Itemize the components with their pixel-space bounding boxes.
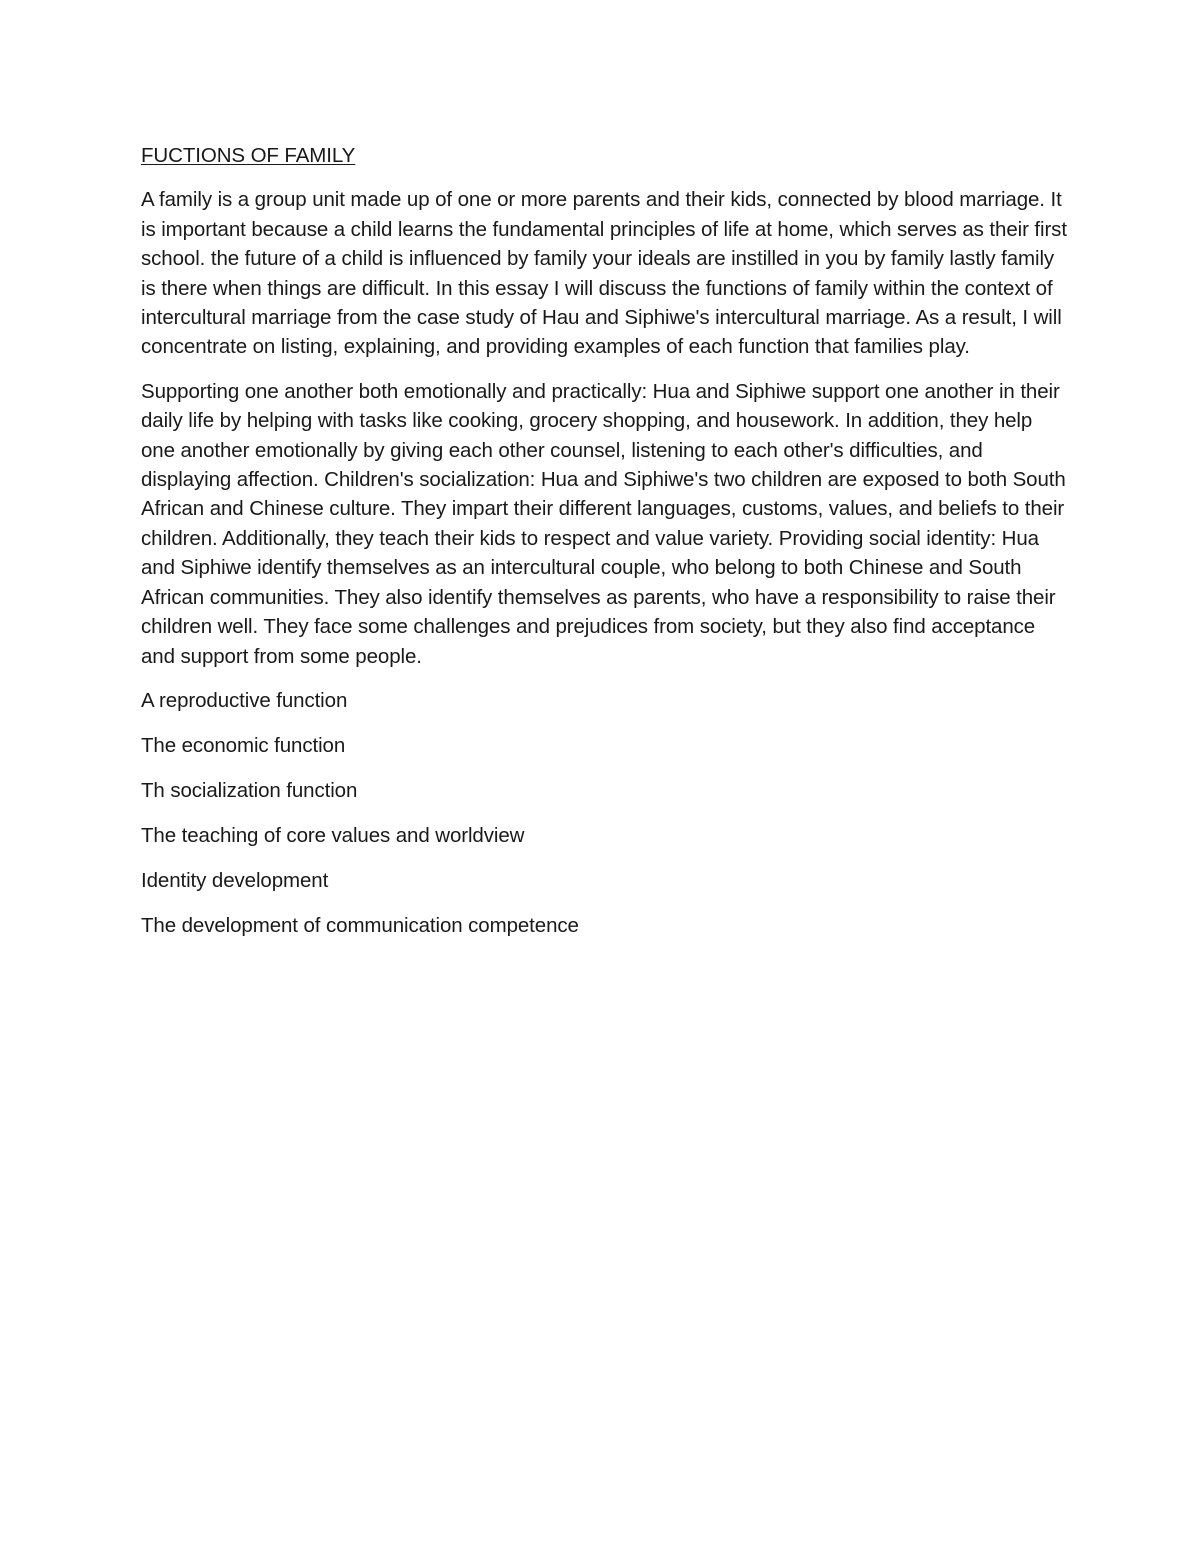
list-item: The economic function (141, 733, 346, 757)
list-item: A reproductive function (141, 688, 348, 712)
functions-list (141, 686, 1071, 940)
document-body (141, 141, 1071, 956)
list-item: Identity development (141, 868, 329, 892)
document-title: FUCTIONS OF FAMILY (141, 144, 356, 167)
support-paragraph: Supporting one another both emotionally and practically: Hua and Siphiwe support one another in their daily life by helping with tasks like cooking, grocery shopping, and housework. In addition, they help one another emotionally by giving each other counsel, listening to each other's difficulties, and displaying affection. Children's socialization: Hua and Siphiwe's two children are exposed to both South African and Chinese culture. They impart their different languages, customs, values, and beliefs to their children. Additionally, they teach their kids to respect and value variety. Providing social identity: Hua and Siphiwe identify themselves as an intercultural couple, who belong to both Chinese and South African communities. They also identify themselves as parents, who have a responsibility to raise their children well. They face some challenges and prejudices from society, but they also find acceptance and support from some people. (141, 379, 1066, 668)
list-item: Th socialization function (141, 778, 358, 802)
intro-paragraph: A family is a group unit made up of one or more parents and their kids, connected by blood marriage. It is important because a child learns the fundamental principles of life at home, which serves as their first school. the future of a child is influenced by family your ideals are instilled in you by family lastly family is there when things are difficult. In this essay I will discuss the functions of family within the context of intercultural marriage from the case study of Hau and Siphiwe's intercultural marriage. As a result, I will concentrate on listing, explaining, and providing examples of each function that families play. (141, 188, 1067, 359)
list-item: The development of communication competence (141, 913, 579, 937)
list-item: The teaching of core values and worldview (141, 823, 525, 847)
